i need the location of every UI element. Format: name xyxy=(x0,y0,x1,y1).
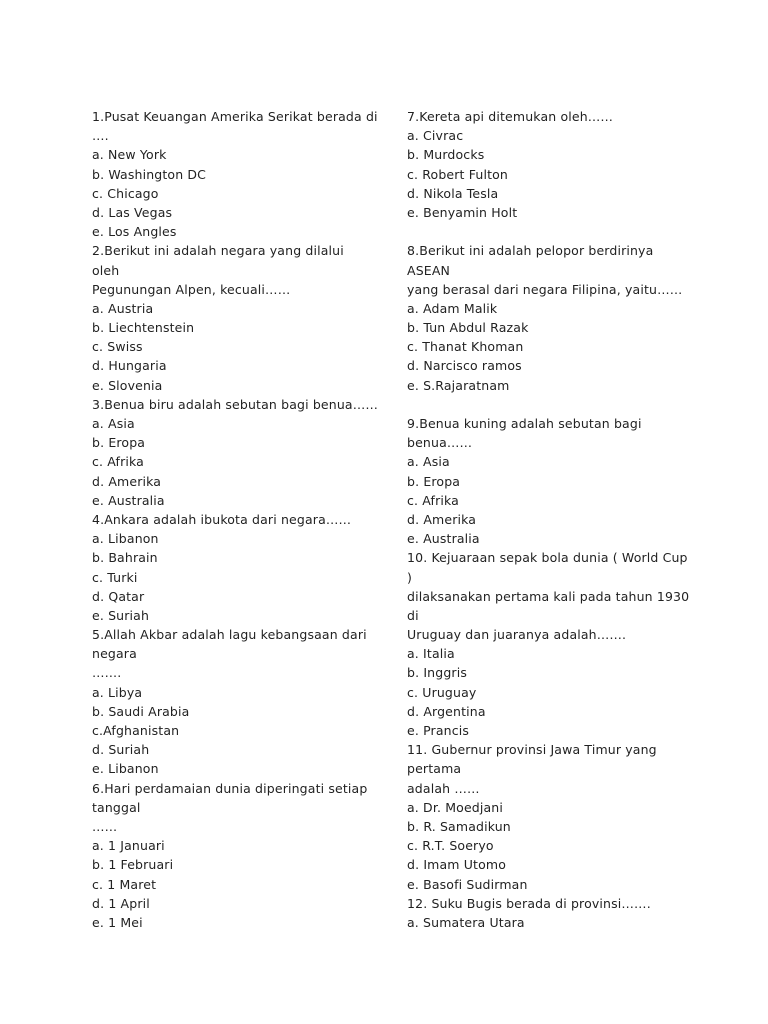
question-text: benua…… xyxy=(407,435,473,451)
question-block xyxy=(407,414,697,548)
answer-option: d. Imam Utomo xyxy=(407,857,507,873)
answer-option: c. Uruguay xyxy=(407,684,477,700)
answer-option: b. Inggris xyxy=(407,665,467,681)
answer-option: d. Las Vegas xyxy=(92,204,173,220)
question-block xyxy=(407,107,697,241)
answer-option: c. Afrika xyxy=(92,454,144,470)
answer-option: e. Slovenia xyxy=(92,377,163,393)
answer-option: a. Sumatera Utara xyxy=(407,914,525,930)
question-gap xyxy=(407,395,697,414)
answer-option: d. Suriah xyxy=(92,742,150,758)
question-text: dilaksanakan pertama kali pada tahun 1930 xyxy=(407,588,690,604)
answer-option: c. Robert Fulton xyxy=(407,166,509,182)
question-block xyxy=(407,241,697,414)
question-block xyxy=(92,241,382,395)
answer-option: d. 1 April xyxy=(92,895,150,911)
question-text: di xyxy=(407,607,419,623)
answer-option: c. Afrika xyxy=(407,492,459,508)
answer-option: e. Benyamin Holt xyxy=(407,204,518,220)
question-text: 6.Hari perdamaian dunia diperingati setiap xyxy=(92,780,368,796)
question-text: adalah …… xyxy=(407,780,480,796)
question-text: 12. Suku Bugis berada di provinsi……. xyxy=(407,895,651,911)
answer-option: a. 1 Januari xyxy=(92,838,165,854)
answer-option: e. 1 Mei xyxy=(92,914,143,930)
question-text: Pegunungan Alpen, kecuali…… xyxy=(92,281,291,297)
answer-option: b. Liechtenstein xyxy=(92,320,195,336)
question-text: Uruguay dan juaranya adalah……. xyxy=(407,627,627,643)
answer-option: e. Suriah xyxy=(92,607,150,623)
answer-option: a. New York xyxy=(92,147,167,163)
question-text: negara xyxy=(92,646,137,662)
question-block xyxy=(407,740,697,894)
right-column xyxy=(407,107,697,932)
answer-option: e. S.Rajaratnam xyxy=(407,377,510,393)
answer-option: b. Bahrain xyxy=(92,550,158,566)
answer-option: a. Austria xyxy=(92,300,154,316)
question-text: 2.Berikut ini adalah negara yang dilalui xyxy=(92,243,344,259)
answer-option: d. Amerika xyxy=(92,473,162,489)
question-text: …. xyxy=(92,128,109,144)
answer-option: a. Asia xyxy=(92,416,135,431)
question-text: 1.Pusat Keuangan Amerika Serikat berada di xyxy=(92,109,378,124)
answer-option: d. Amerika xyxy=(407,511,477,527)
question-block xyxy=(92,510,382,625)
answer-option: c. Thanat Khoman xyxy=(407,339,524,355)
question-text: 9.Benua kuning adalah sebutan bagi xyxy=(407,416,642,431)
answer-option: a. Civrac xyxy=(407,128,464,144)
question-text: tanggal xyxy=(92,799,141,815)
answer-option: e. Australia xyxy=(92,492,165,508)
answer-option: c. Turki xyxy=(92,569,138,585)
answer-option: a. Adam Malik xyxy=(407,300,498,316)
answer-option: a. Italia xyxy=(407,646,455,662)
answer-option: d. Argentina xyxy=(407,703,486,719)
answer-option: b. R. Samadikun xyxy=(407,818,511,834)
answer-option: b. Saudi Arabia xyxy=(92,703,190,719)
question-block xyxy=(92,779,382,933)
answer-option: d. Hungaria xyxy=(92,358,167,374)
answer-option: d. Narcisco ramos xyxy=(407,358,522,374)
question-text: 3.Benua biru adalah sebutan bagi benua…… xyxy=(92,396,379,412)
answer-option: e. Los Angles xyxy=(92,224,177,240)
question-text: 4.Ankara adalah ibukota dari negara…… xyxy=(92,511,352,527)
answer-option: c. R.T. Soeryo xyxy=(407,838,494,854)
answer-option: a. Libya xyxy=(92,684,143,700)
answer-option: a. Libanon xyxy=(92,531,159,547)
question-text: 8.Berikut ini adalah pelopor berdirinya xyxy=(407,243,654,259)
question-text: 11. Gubernur provinsi Jawa Timur yang xyxy=(407,742,657,758)
question-text: oleh xyxy=(92,262,120,278)
question-block xyxy=(92,107,382,241)
answer-option: b. Eropa xyxy=(407,473,461,489)
answer-option: b. Murdocks xyxy=(407,147,485,163)
question-text: ) xyxy=(407,569,413,585)
question-text: ASEAN xyxy=(407,262,451,278)
answer-option: e. Prancis xyxy=(407,723,470,738)
question-text: pertama xyxy=(407,761,462,777)
answer-option: d. Qatar xyxy=(92,588,145,604)
question-block xyxy=(92,395,382,510)
answer-option: c.Afghanistan xyxy=(92,723,180,738)
question-text: …… xyxy=(92,818,118,834)
answer-option: d. Nikola Tesla xyxy=(407,185,499,201)
answer-option: b. Washington DC xyxy=(92,166,207,182)
answer-option: e. Libanon xyxy=(92,761,159,777)
question-text: ……. xyxy=(92,665,122,681)
answer-option: a. Asia xyxy=(407,454,450,470)
answer-option: c. Chicago xyxy=(92,185,159,201)
answer-option: c. Swiss xyxy=(92,339,143,355)
question-text: 7.Kereta api ditemukan oleh…… xyxy=(407,109,614,124)
question-block xyxy=(407,894,697,932)
answer-option: b. 1 Februari xyxy=(92,857,174,873)
answer-option: b. Eropa xyxy=(92,435,146,451)
question-text: yang berasal dari negara Filipina, yaitu…… xyxy=(407,281,683,297)
question-block xyxy=(407,548,697,740)
answer-option: b. Tun Abdul Razak xyxy=(407,320,529,336)
question-block xyxy=(92,625,382,779)
answer-option: e. Basofi Sudirman xyxy=(407,876,528,892)
left-column xyxy=(92,107,382,932)
answer-option: a. Dr. Moedjani xyxy=(407,799,504,815)
answer-option: e. Australia xyxy=(407,531,480,547)
answer-option: c. 1 Maret xyxy=(92,876,157,892)
question-text: 5.Allah Akbar adalah lagu kebangsaan dari xyxy=(92,627,367,643)
question-gap xyxy=(407,222,697,241)
question-text: 10. Kejuaraan sepak bola dunia ( World Cup xyxy=(407,550,688,566)
